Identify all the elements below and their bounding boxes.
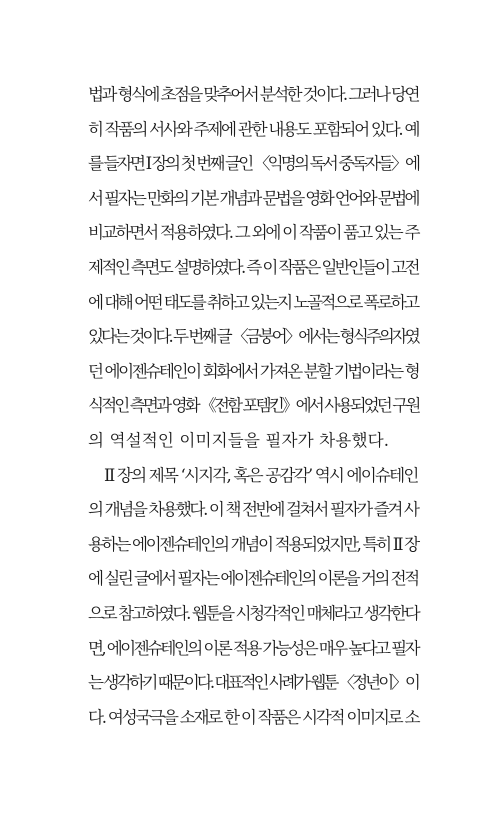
text-line: 법과 형식에 초점을 맞추어서 분석한 것이다. 그러나 당연 [88,85,418,104]
text-line: 히 작품의 서사와 주제에 관한 내용도 포함되어 있다. 예 [88,119,419,139]
text-line: 에 실린 글에서 필자는 에이젠슈테인의 이론을 거의 전적 [88,569,418,589]
text-line: 서 필자는 만화의 기본 개념과 문법을 영화 언어와 문법에 [88,188,418,208]
paragraph-2 [88,459,418,736]
text-line: 식적인 측면과 영화 《전함 포템킨》에서 사용되었던 구원 [88,396,419,416]
text-line: 의 역설적인 이미지들을 필자가 차용했다. [88,430,390,450]
body-text [88,78,418,735]
text-line: 의 개념을 차용했다. 이 책 전반에 걸쳐서 필자가 즐겨 사 [88,500,418,520]
text-line: 있다는 것이다. 두 번째 글 〈금붕어〉에서는 형식주의자였 [88,327,418,347]
text-line: 던 에이젠슈테인이 회화에서 가져온 분할 기법이라는 형 [88,361,419,381]
text-line: 면, 에이젠슈테인의 이론 적용 가능성은 매우 높다고 필자 [88,638,418,658]
paragraph-1 [88,78,418,459]
text-line: 다. 여성국극을 소재로 한 이 작품은 시각적 이미지로 소 [88,707,419,727]
text-line: 를 들자면 I 장의 첫 번째 글인 〈익명의 독서 중독자들〉에 [88,154,419,174]
text-line: 제적인 측면도 설명하였다. 즉 이 작품은 일반인들이 고전 [88,257,418,277]
text-line: 용하는 에이젠슈테인의 개념이 적용되었지만, 특히 II 장 [88,534,418,554]
text-line: 는 생각하기 때문이다. 대표적인 사례가 웹툰 〈정년이〉이 [88,673,418,693]
text-line: II 장의 제목 ‘시지각, 혹은 공감각’ 역시 에이슈테인 [104,465,418,485]
text-line: 으로 참고하였다. 웹툰을 시청각적인 매체라고 생각한다 [88,603,419,623]
text-line: 비교하면서 적용하였다. 그 외에 이 작품이 품고 있는 주 [88,223,419,243]
text-line: 에 대해 어떤 태도를 취하고 있는지 노골적으로 폭로하고 [88,292,418,312]
